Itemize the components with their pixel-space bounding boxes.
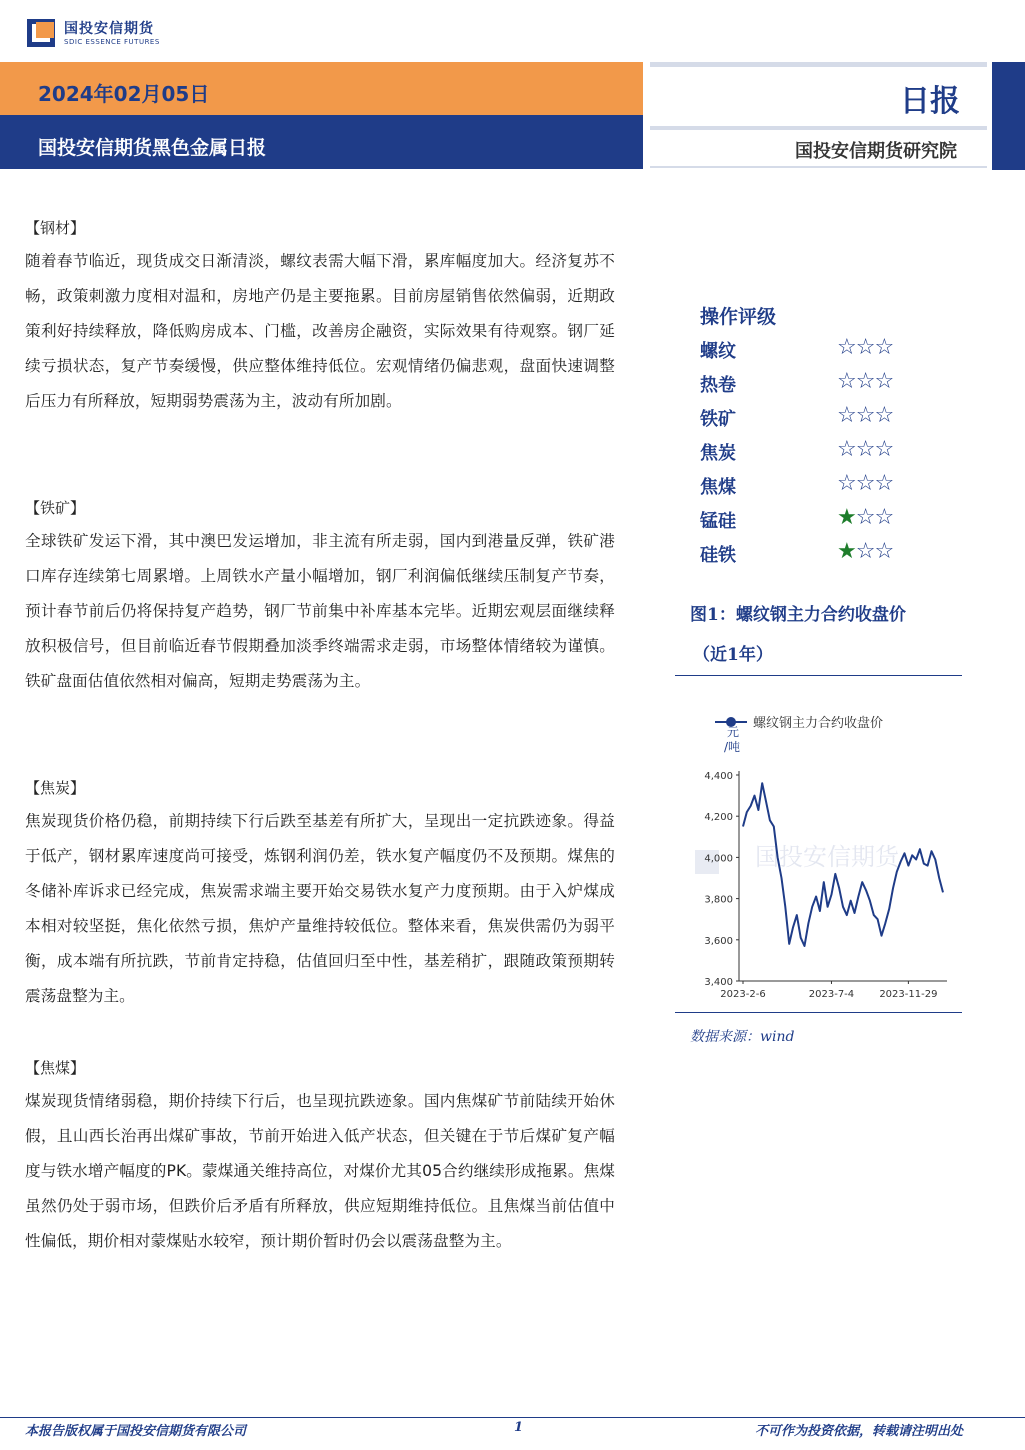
chart-watermark: 国投安信期货 bbox=[755, 843, 899, 871]
star-empty-icon: ☆ bbox=[874, 471, 894, 496]
figure-period: （近1年） bbox=[693, 645, 773, 665]
y-axis-unit: /吨 bbox=[724, 740, 741, 754]
star-filled-icon: ★ bbox=[837, 539, 856, 564]
section-title-iron-ore: 【铁矿】 bbox=[25, 499, 86, 517]
star-empty-icon: ☆ bbox=[855, 471, 875, 496]
rating-row bbox=[700, 333, 940, 367]
rating-row bbox=[700, 367, 940, 401]
rating-stars bbox=[837, 369, 893, 394]
star-empty-icon: ☆ bbox=[855, 369, 875, 394]
footer-copyright: 本报告版权属于国投安信期货有限公司 bbox=[25, 1424, 247, 1439]
y-axis-unit: 元 bbox=[727, 725, 740, 739]
rating-item-name: 硅铁 bbox=[700, 545, 736, 566]
x-tick-label: 2023-2-6 bbox=[720, 989, 766, 1000]
report-title: 国投安信期货黑色金属日报 bbox=[38, 137, 267, 159]
header-divider bbox=[650, 166, 987, 168]
rating-row bbox=[700, 435, 940, 469]
x-tick-label: 2023-11-29 bbox=[879, 989, 938, 1000]
star-empty-icon: ☆ bbox=[874, 505, 894, 530]
star-empty-icon: ☆ bbox=[837, 369, 856, 394]
star-empty-icon: ☆ bbox=[855, 437, 875, 462]
x-tick-label: 2023-7-4 bbox=[808, 989, 855, 1000]
star-empty-icon: ☆ bbox=[874, 335, 894, 360]
star-empty-icon: ☆ bbox=[874, 437, 894, 462]
y-tick-label: 4,000 bbox=[704, 853, 733, 865]
institute-name: 国投安信期货研究院 bbox=[795, 141, 957, 162]
y-tick-label: 3,800 bbox=[704, 894, 733, 906]
rating-row bbox=[700, 537, 940, 571]
star-empty-icon: ☆ bbox=[874, 539, 894, 564]
company-logo bbox=[26, 16, 226, 52]
star-empty-icon: ☆ bbox=[855, 403, 875, 428]
footer-disclaimer: 不可作为投资依据，转载请注明出处 bbox=[755, 1424, 964, 1439]
figure-rule bbox=[675, 1012, 962, 1013]
rating-row bbox=[700, 469, 940, 503]
header-divider bbox=[650, 62, 987, 67]
section-title-coke: 【焦炭】 bbox=[25, 779, 86, 797]
section-title-steel: 【钢材】 bbox=[25, 219, 86, 237]
rating-stars bbox=[837, 539, 893, 564]
star-empty-icon: ☆ bbox=[837, 335, 856, 360]
figure-rule bbox=[675, 675, 962, 676]
price-chart bbox=[677, 700, 962, 1010]
star-filled-icon: ★ bbox=[837, 505, 856, 530]
rating-item-name: 锰硅 bbox=[700, 511, 736, 532]
footer-rule bbox=[0, 1417, 1025, 1418]
section-text-steel: 随着春节临近，现货成交日渐清淡，螺纹表需大幅下滑，累库幅度加大。经济复苏不畅，政策刺激力度相对温和，房地产仍是主要拖累。目前房屋销售依然偏弱，近期政策利好持续释放，降低购房成本、门槛，改善房企融资，实际效果有待观察。钢厂延续亏损状态，复产节奏缓慢，供应整体维持低位。宏观情绪仍偏悲观，盘面快速调整后压力有所释放，短期弱势震荡为主，波动有所加剧。 bbox=[25, 252, 615, 410]
figure-title: 图1：螺纹钢主力合约收盘价 bbox=[690, 605, 906, 625]
section-text-iron-ore: 全球铁矿发运下滑，其中澳巴发运增加，非主流有所走弱，国内到港量反弹，铁矿港口库存连续第七周累增。上周铁水产量小幅增加，钢厂利润偏低继续压制复产节奏，预计春节前后仍将保持复产趋势，钢厂节前集中补库基本完毕。近期宏观层面继续释放积极信号，但目前临近春节假期叠加淡季终端需求走弱，市场整体情绪较为谨慎。铁矿盘面估值依然相对偏高，短期走势震荡为主。 bbox=[25, 532, 615, 690]
rating-item-name: 焦炭 bbox=[700, 443, 736, 464]
star-empty-icon: ☆ bbox=[855, 335, 875, 360]
section-title-coking-coal: 【焦煤】 bbox=[25, 1059, 86, 1077]
y-tick-label: 4,400 bbox=[704, 771, 733, 782]
section-text-coking-coal: 煤炭现货情绪弱稳，期价持续下行后，也呈现抗跌迹象。国内焦煤矿节前陆续开始休假，且山西长治再出煤矿事故，节前开始进入低产状态，但关键在于节后煤矿复产幅度与铁水增产幅度的PK。蒙煤通关维持高位，对煤价尤其05合约继续形成拖累。焦煤虽然仍处于弱市场，但跌价后矛盾有所释放，供应短期维持低位。且焦煤当前估值中性偏低，期价相对蒙煤贴水较窄，预计期价暂时仍会以震荡盘整为主。 bbox=[25, 1092, 615, 1250]
section-text-coke: 焦炭现货价格仍稳，前期持续下行后跌至基差有所扩大，呈现出一定抗跌迹象。得益于低产，钢材累库速度尚可接受，炼钢利润仍差，铁水复产幅度仍不及预期。煤焦的冬储补库诉求已经完成，焦炭需求端主要开始交易铁水复产力度预期。由于入炉煤成本相对较坚挺，焦化依然亏损，焦炉产量维持较低位。整体来看，焦炭供需仍为弱平衡，成本端有所抗跌，节前肯定持稳，估值回归至中性，基差稍扩，跟随政策预期转震荡盘整为主。 bbox=[25, 812, 615, 1005]
y-tick-label: 3,400 bbox=[704, 977, 733, 988]
star-empty-icon: ☆ bbox=[837, 471, 856, 496]
star-empty-icon: ☆ bbox=[874, 369, 894, 394]
rating-item-name: 螺纹 bbox=[700, 341, 736, 362]
rating-item-name: 热卷 bbox=[700, 375, 736, 396]
y-tick-label: 3,600 bbox=[704, 935, 733, 947]
star-empty-icon: ☆ bbox=[837, 403, 856, 428]
star-empty-icon: ☆ bbox=[874, 403, 894, 428]
header-accent-bar bbox=[992, 62, 1025, 170]
rating-stars bbox=[837, 505, 893, 530]
star-empty-icon: ☆ bbox=[855, 505, 875, 530]
y-tick-label: 4,200 bbox=[704, 812, 733, 824]
rating-title: 操作评级 bbox=[700, 306, 777, 328]
rating-stars bbox=[837, 335, 893, 360]
report-type: 日报 bbox=[900, 84, 960, 119]
logo-mark-icon bbox=[26, 18, 56, 48]
rating-stars bbox=[837, 471, 893, 496]
rating-item-name: 铁矿 bbox=[700, 409, 736, 430]
legend-label: 螺纹钢主力合约收盘价 bbox=[753, 716, 884, 731]
rating-row bbox=[700, 503, 940, 537]
logo-text-cn: 国投安信期货 bbox=[64, 21, 154, 37]
rating-row bbox=[700, 401, 940, 435]
data-source: 数据来源：wind bbox=[690, 1029, 795, 1045]
rating-item-name: 焦煤 bbox=[700, 477, 736, 498]
report-date: 2024年02月05日 bbox=[38, 82, 210, 106]
star-empty-icon: ☆ bbox=[837, 437, 856, 462]
logo-text-en: SDIC ESSENCE FUTURES bbox=[64, 38, 160, 46]
star-empty-icon: ☆ bbox=[855, 539, 875, 564]
rating-stars bbox=[837, 403, 893, 428]
rating-stars bbox=[837, 437, 893, 462]
page-number: 1 bbox=[514, 1420, 524, 1435]
header-divider bbox=[650, 126, 987, 130]
